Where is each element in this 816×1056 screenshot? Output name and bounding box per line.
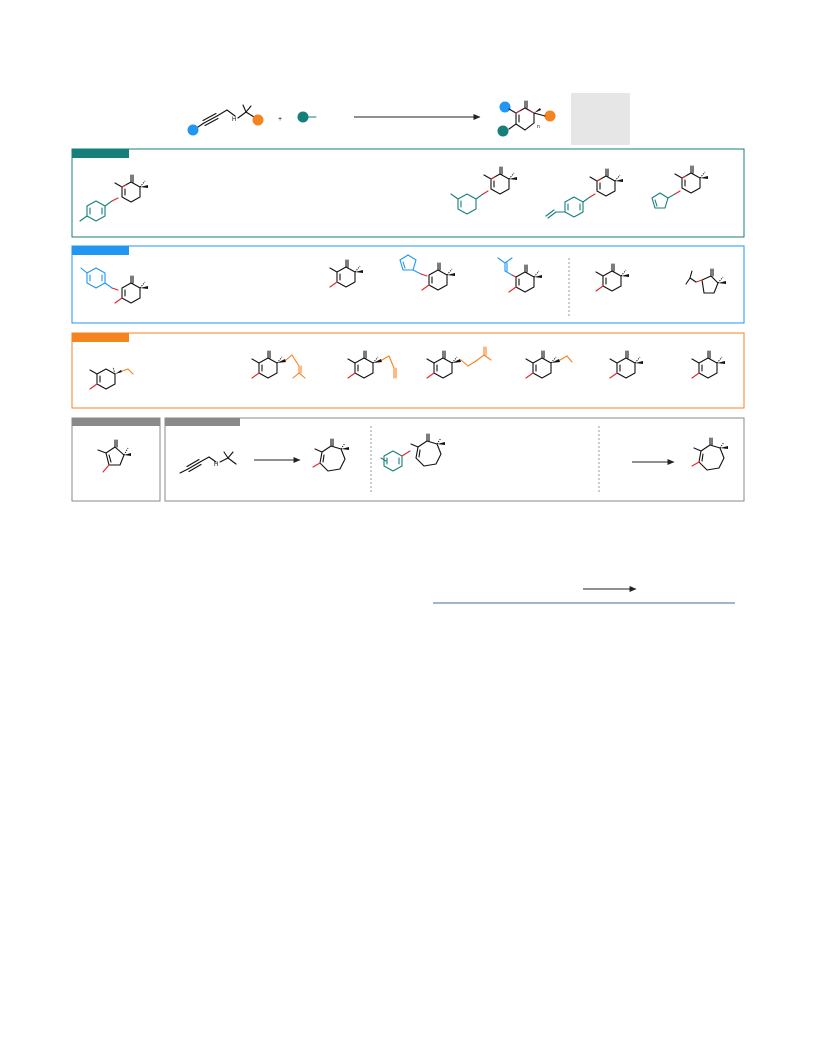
orange-scope-panel	[72, 333, 744, 408]
blue-compound-5	[596, 264, 629, 291]
teal-panel-header-tab	[72, 149, 129, 158]
teal-compound-1	[80, 175, 148, 221]
blue-compound-1	[81, 268, 148, 303]
alkyne-reactant	[188, 105, 264, 136]
blue-compound-6	[686, 269, 726, 293]
teal-compound-4	[652, 166, 708, 208]
orange-compound-7	[692, 351, 725, 378]
blue-compound-4	[498, 258, 542, 292]
teal-substituent-dot	[298, 112, 309, 123]
orange-compound-4	[427, 347, 491, 378]
aryl-reagent	[298, 112, 317, 123]
cycloheptene-compound-2	[381, 434, 445, 471]
blue-compound-2	[330, 260, 363, 287]
teal-dot	[498, 126, 509, 137]
blue-panel-header-tab	[72, 246, 129, 255]
ring-size-label: n	[537, 124, 540, 130]
orange-compound-6	[610, 351, 643, 378]
gray-alkyne-reactant	[180, 452, 236, 473]
orange-compound-3	[348, 351, 396, 378]
orange-compound-1	[90, 367, 133, 389]
blue-dot	[500, 102, 511, 113]
cyclopentene-compound	[98, 440, 131, 472]
hydrogen-label: H	[232, 117, 237, 123]
orange-dot	[545, 111, 556, 122]
gray-hydrogen-label: H	[214, 462, 219, 468]
image-placeholder-box	[571, 93, 630, 145]
plus-sign: +	[278, 116, 283, 123]
orange-panel-header-tab	[72, 333, 129, 342]
gray-left-header-tab	[72, 418, 160, 426]
teal-compound-2	[451, 167, 517, 214]
gray-panel-right	[165, 418, 744, 501]
orange-compound-5	[526, 351, 572, 378]
blue-compound-3	[400, 255, 455, 290]
gray-panel-left	[72, 418, 160, 501]
generic-product	[498, 101, 556, 137]
cycloheptene-compound-3	[692, 438, 728, 470]
top-reaction	[188, 93, 631, 145]
cycloheptene-compound-1	[313, 439, 349, 471]
blue-substituent-dot	[188, 125, 199, 136]
gray-right-header-tab	[165, 418, 240, 426]
blue-scope-panel	[72, 246, 744, 323]
orange-compound-2	[252, 351, 305, 378]
orange-substituent-dot	[253, 115, 264, 126]
teal-compound-3	[546, 169, 623, 218]
teal-scope-panel	[72, 149, 744, 237]
